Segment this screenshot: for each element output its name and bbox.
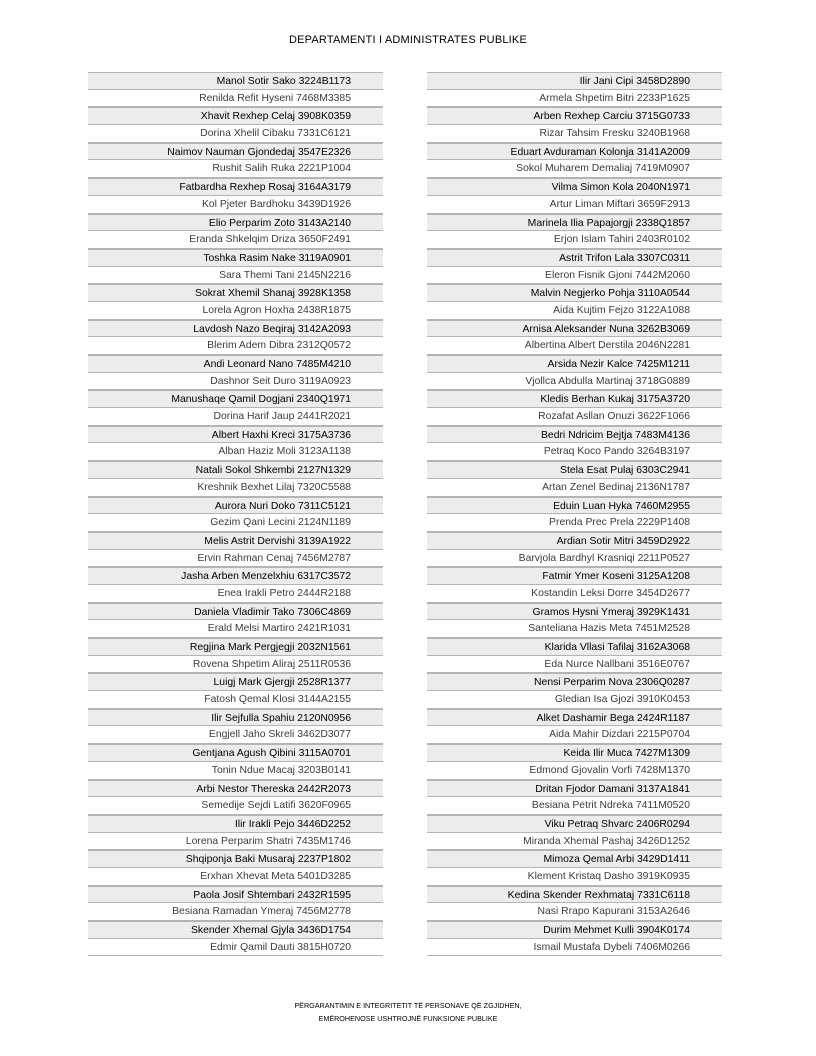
list-item: Engjell Jaho Skreli 3462D3077 xyxy=(88,726,383,744)
list-item: Miranda Xhemal Pashaj 3426D1252 xyxy=(427,833,722,851)
list-item: Eda Nurce Nallbani 3516E0767 xyxy=(427,656,722,674)
list-item: Regjina Mark Pergjegji 2032N1561 xyxy=(88,638,383,656)
list-item: Durim Mehmet Kulli 3904K0174 xyxy=(427,921,722,939)
list-item: Fatosh Qemal Klosi 3144A2155 xyxy=(88,691,383,709)
list-item: Aurora Nuri Doko 7311C5121 xyxy=(88,497,383,515)
list-item: Ilir Irakli Pejo 3446D2252 xyxy=(88,815,383,833)
list-item: Renilda Refit Hyseni 7468M3385 xyxy=(88,90,383,108)
list-item: Tonin Ndue Macaj 3203B0141 xyxy=(88,762,383,780)
list-item: Keida Ilir Muca 7427M1309 xyxy=(427,744,722,762)
list-item: Kol Pjeter Bardhoku 3439D1926 xyxy=(88,196,383,214)
list-item: Malvin Negjerko Pohja 3110A0544 xyxy=(427,284,722,302)
list-item: Fatmir Ymer Koseni 3125A1208 xyxy=(427,567,722,585)
list-item: Sokol Muharem Demaliaj 7419M0907 xyxy=(427,160,722,178)
list-item: Rizar Tahsim Fresku 3240B1968 xyxy=(427,125,722,143)
list-item: Edmond Gjovalin Vorfi 7428M1370 xyxy=(427,762,722,780)
list-item: Nensi Perparim Nova 2306Q0287 xyxy=(427,673,722,691)
list-item: Luigj Mark Gjergji 2528R1377 xyxy=(88,673,383,691)
list-item: Andi Leonard Nano 7485M4210 xyxy=(88,355,383,373)
list-item: Dashnor Seit Duro 3119A0923 xyxy=(88,373,383,391)
list-item: Gezim Qani Lecini 2124N1189 xyxy=(88,514,383,532)
list-item: Manol Sotir Sako 3224B1173 xyxy=(88,72,383,90)
list-item: Alket Dashamir Bega 2424R1187 xyxy=(427,709,722,727)
list-item: Mimoza Qemal Arbi 3429D1411 xyxy=(427,850,722,868)
list-item: Alban Haziz Moli 3123A1138 xyxy=(88,443,383,461)
list-item: Arsida Nezir Kalce 7425M1211 xyxy=(427,355,722,373)
list-item: Viku Petraq Shvarc 2406R0294 xyxy=(427,815,722,833)
list-item: Armela Shpetim Bitri 2233P1625 xyxy=(427,90,722,108)
list-item: Aida Kujtim Fejzo 3122A1088 xyxy=(427,302,722,320)
list-item: Kedina Skender Rexhmataj 7331C6118 xyxy=(427,886,722,904)
list-item: Arnisa Aleksander Nuna 3262B3069 xyxy=(427,320,722,338)
list-item: Dorina Harif Jaup 2441R2021 xyxy=(88,408,383,426)
list-item: Rovena Shpetim Aliraj 2511R0536 xyxy=(88,656,383,674)
list-item: Besiana Ramadan Ymeraj 7456M2778 xyxy=(88,903,383,921)
list-item: Vilma Simon Kola 2040N1971 xyxy=(427,178,722,196)
list-item: Ilir Jani Cipi 3458D2890 xyxy=(427,72,722,90)
list-item: Klarida Vllasi Tafilaj 3162A3068 xyxy=(427,638,722,656)
list-item: Toshka Rasim Nake 3119A0901 xyxy=(88,249,383,267)
list-item: Astrit Trifon Lala 3307C0311 xyxy=(427,249,722,267)
list-item: Kledis Berhan Kukaj 3175A3720 xyxy=(427,390,722,408)
page-title: DEPARTAMENTI I ADMINISTRATES PUBLIKE xyxy=(288,34,528,46)
list-item: Jasha Arben Menzelxhiu 6317C3572 xyxy=(88,567,383,585)
list-item: Paola Josif Shtembari 2432R1595 xyxy=(88,886,383,904)
list-item: Bedri Ndricim Bejtja 7483M4136 xyxy=(427,426,722,444)
list-item: Artan Zenel Bedinaj 2136N1787 xyxy=(427,479,722,497)
list-item: Natali Sokol Shkembi 2127N1329 xyxy=(88,461,383,479)
page-footer xyxy=(0,999,816,1025)
list-item: Lavdosh Nazo Beqiraj 3142A2093 xyxy=(88,320,383,338)
list-item: Arben Rexhep Carciu 3715G0733 xyxy=(427,107,722,125)
list-item: Barvjola Bardhyl Krasniqi 2211P0527 xyxy=(427,550,722,568)
list-item: Santeliana Hazis Meta 7451M2528 xyxy=(427,620,722,638)
list-item: Prenda Prec Prela 2229P1408 xyxy=(427,514,722,532)
list-item: Elio Perparim Zoto 3143A2140 xyxy=(88,214,383,232)
list-item: Skender Xhemal Gjyla 3436D1754 xyxy=(88,921,383,939)
list-item: Aida Mahir Dizdari 2215P0704 xyxy=(427,726,722,744)
list-item: Eleron Fisnik Gjoni 7442M2060 xyxy=(427,267,722,285)
list-item: Lorena Perparim Shatri 7435M1746 xyxy=(88,833,383,851)
list-item: Ervin Rahman Cenaj 7456M2787 xyxy=(88,550,383,568)
list-item: Lorela Agron Hoxha 2438R1875 xyxy=(88,302,383,320)
list-item: Petraq Koco Pando 3264B3197 xyxy=(427,443,722,461)
list-item: Kreshnik Bexhet Lilaj 7320C5588 xyxy=(88,479,383,497)
list-item: Ilir Sejfulla Spahiu 2120N0956 xyxy=(88,709,383,727)
list-item: Sokrat Xhemil Shanaj 3928K1358 xyxy=(88,284,383,302)
list-item: Gledian Isa Gjozi 3910K0453 xyxy=(427,691,722,709)
list-item: Fatbardha Rexhep Rosaj 3164A3179 xyxy=(88,178,383,196)
list-item: Melis Astrit Dervishi 3139A1922 xyxy=(88,532,383,550)
list-item: Semedije Sejdi Latifi 3620F0965 xyxy=(88,797,383,815)
list-item: Dorina Xhelil Cibaku 7331C6121 xyxy=(88,125,383,143)
list-item: Albert Haxhi Kreci 3175A3736 xyxy=(88,426,383,444)
list-item: Naimov Nauman Gjondedaj 3547E2326 xyxy=(88,143,383,161)
list-item: Eduin Luan Hyka 7460M2955 xyxy=(427,497,722,515)
list-item: Daniela Vladimir Tako 7306C4869 xyxy=(88,603,383,621)
list-item: Rozafat Asllan Onuzi 3622F1066 xyxy=(427,408,722,426)
footer-line-2: EMËROHENOSE USHTROJNË FUNKSIONE PUBLIKE xyxy=(318,1014,498,1023)
list-item: Stela Esat Pulaj 6303C2941 xyxy=(427,461,722,479)
list-item: Ardian Sotir Mitri 3459D2922 xyxy=(427,532,722,550)
list-item: Kostandin Leksi Dorre 3454D2677 xyxy=(427,585,722,603)
list-item: Eduart Avduraman Kolonja 3141A2009 xyxy=(427,143,722,161)
list-item: Erald Melsi Martiro 2421R1031 xyxy=(88,620,383,638)
right-name-column xyxy=(427,72,722,956)
list-item: Besiana Petrit Ndreka 7411M0520 xyxy=(427,797,722,815)
list-item: Sara Themi Tani 2145N2216 xyxy=(88,267,383,285)
list-item: Nasi Rrapo Kapurani 3153A2646 xyxy=(427,903,722,921)
list-item: Marinela Ilia Papajorgji 2338Q1857 xyxy=(427,214,722,232)
list-item: Edmir Qamil Dauti 3815H0720 xyxy=(88,939,383,957)
list-item: Rushit Salih Ruka 2221P1004 xyxy=(88,160,383,178)
list-item: Dritan Fjodor Damani 3137A1841 xyxy=(427,780,722,798)
list-item: Ismail Mustafa Dybeli 7406M0266 xyxy=(427,939,722,957)
list-item: Albertina Albert Derstila 2046N2281 xyxy=(427,337,722,355)
list-item: Gramos Hysni Ymeraj 3929K1431 xyxy=(427,603,722,621)
list-item: Artur Liman Miftari 3659F2913 xyxy=(427,196,722,214)
list-item: Erxhan Xhevat Meta 5401D3285 xyxy=(88,868,383,886)
list-item: Enea Irakli Petro 2444R2188 xyxy=(88,585,383,603)
list-item: Shqiponja Baki Musaraj 2237P1802 xyxy=(88,850,383,868)
list-item: Gentjana Agush Qibini 3115A0701 xyxy=(88,744,383,762)
footer-line-1: PËRGARANTIMIN E INTEGRITETIT TË PERSONAVE QË ZGJIDHEN, xyxy=(294,1001,522,1010)
list-item: Arbi Nestor Thereska 2442R2073 xyxy=(88,780,383,798)
list-item: Erjon Islam Tahiri 2403R0102 xyxy=(427,231,722,249)
list-item: Blerim Adem Dibra 2312Q0572 xyxy=(88,337,383,355)
left-name-column xyxy=(88,72,383,956)
list-item: Xhavit Rexhep Celaj 3908K0359 xyxy=(88,107,383,125)
list-item: Eranda Shkelqim Driza 3650F2491 xyxy=(88,231,383,249)
list-item: Manushaqe Qamil Dogjani 2340Q1971 xyxy=(88,390,383,408)
list-item: Vjollca Abdulla Martinaj 3718G0889 xyxy=(427,373,722,391)
list-item: Klement Kristaq Dasho 3919K0935 xyxy=(427,868,722,886)
